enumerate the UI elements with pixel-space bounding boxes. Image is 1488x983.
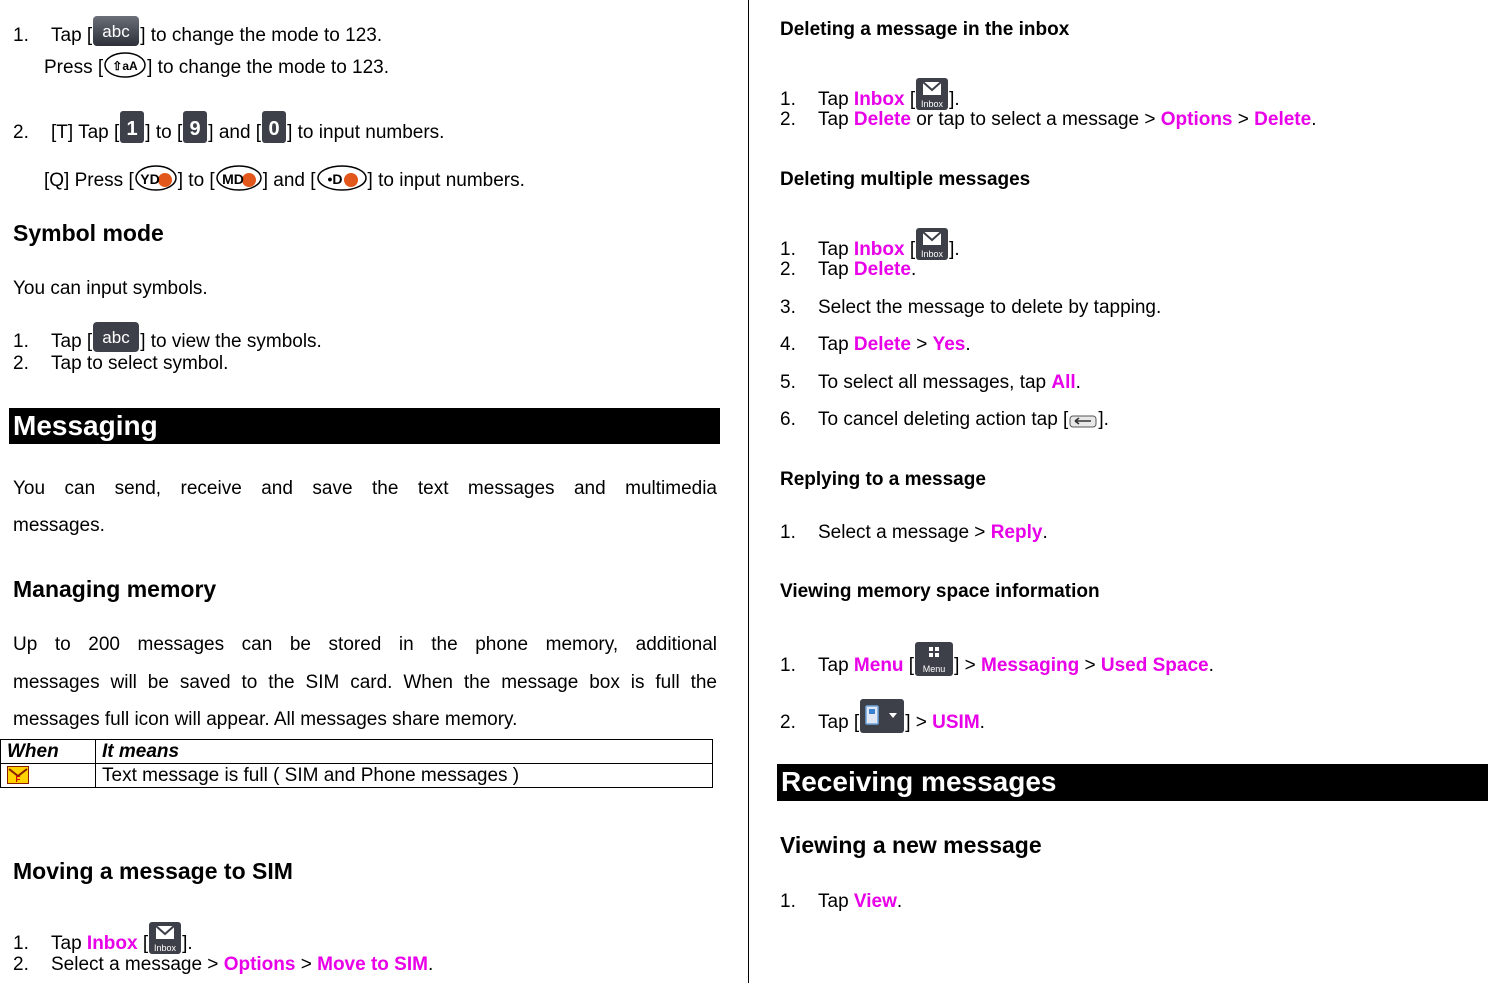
svg-text:Inbox: Inbox xyxy=(921,99,944,109)
view-new-message-heading: Viewing a new message xyxy=(780,832,1042,858)
svg-text:0: 0 xyxy=(268,118,280,140)
symbol-step-2: 2. Tap to select symbol. xyxy=(13,353,229,374)
table-cell-meaning: Text message is full ( SIM and Phone messages ) xyxy=(96,764,713,788)
messaging-intro-line-1: You can send, receive and save the text messages and multimedia xyxy=(13,478,717,499)
svg-text:•D: •D xyxy=(327,171,343,187)
symbol-mode-heading: Symbol mode xyxy=(13,220,164,246)
memory-info-step-1: 1. Tap Menu [ Menu ] > Messaging > Used Space. xyxy=(780,642,1214,680)
table-header-it-means: It means xyxy=(96,740,713,764)
menu-icon xyxy=(915,642,953,680)
number-step-2-qwerty: [Q] Press [ YD ] to [ MD ] and [ •D ] to input numbers. xyxy=(44,165,525,195)
key-0-icon xyxy=(262,111,286,147)
managing-memory-heading: Managing memory xyxy=(13,576,217,602)
number-step-2: 2. [T] Tap [ 1 ] to [ 9 ] and [ 0 ] to input numbers. xyxy=(13,111,444,147)
key-yd-icon xyxy=(135,165,177,195)
svg-text:MD: MD xyxy=(221,171,244,187)
svg-text:F: F xyxy=(15,775,21,784)
key-1-icon xyxy=(120,111,144,147)
delete-step-1: 1. Tap Inbox [ Inbox ]. xyxy=(780,78,960,114)
svg-text:⇧aA: ⇧aA xyxy=(112,59,138,73)
replying-heading: Replying to a message xyxy=(780,469,986,490)
table-row xyxy=(1,764,713,788)
svg-text:Inbox: Inbox xyxy=(921,249,944,259)
move-to-sim-heading: Moving a message to SIM xyxy=(13,858,293,884)
svg-text:9: 9 xyxy=(189,118,201,140)
delete-multi-step-1: 1. Tap Inbox [ Inbox ]. xyxy=(780,228,960,264)
delete-multi-step-5: 5. To select all messages, tap All. xyxy=(780,372,1081,393)
abc-key-icon xyxy=(93,322,139,356)
memory-line-3: messages full icon will appear. All messages share memory. xyxy=(13,709,518,730)
svg-text:abc: abc xyxy=(102,328,130,347)
table-cell-icon xyxy=(1,764,96,788)
memory-info-step-2: 2. Tap [ ] > USIM. xyxy=(780,699,985,737)
abc-key-icon xyxy=(93,16,139,50)
symbol-intro: You can input symbols. xyxy=(13,278,208,299)
delete-step-2: 2. Tap Delete or tap to select a message > Options > Delete. xyxy=(780,109,1317,130)
key-md-icon xyxy=(216,165,262,195)
symbol-step-1: 1. Tap [ abc ] to view the symbols. xyxy=(13,322,322,356)
inbox-icon xyxy=(916,228,948,264)
shift-key-icon xyxy=(104,52,146,82)
memory-line-1: Up to 200 messages can be stored in the phone memory, additional xyxy=(13,634,717,655)
key-9-icon xyxy=(183,111,207,147)
abc-step-1: 1. Tap [ abc ] to change the mode to 123. xyxy=(13,16,382,50)
memory-info-heading: Viewing memory space information xyxy=(780,581,1100,602)
delete-inbox-heading: Deleting a message in the inbox xyxy=(780,19,1070,40)
inbox-icon xyxy=(149,922,181,958)
receiving-section-bar: Receiving messages xyxy=(777,764,1488,801)
memory-icon-table xyxy=(0,739,713,788)
svg-text:abc: abc xyxy=(102,22,130,41)
view-new-step-1: 1. Tap View. xyxy=(780,891,903,912)
abc-step-1-qwerty: Press [ ⇧aA ] to change the mode to 123. xyxy=(44,52,389,82)
delete-multi-step-3: 3. Select the message to delete by tapping. xyxy=(780,297,1162,318)
table-header-when: When xyxy=(1,740,96,764)
back-icon xyxy=(1069,412,1097,434)
messaging-intro-line-2: messages. xyxy=(13,515,105,536)
move-step-2: 2. Select a message > Options > Move to SIM. xyxy=(13,954,434,975)
delete-multi-step-6: 6. To cancel deleting action tap [ ]. xyxy=(780,410,1109,434)
svg-text:Menu: Menu xyxy=(922,664,946,674)
table-header-row xyxy=(1,740,713,764)
delete-multi-step-4: 4. Tap Delete > Yes. xyxy=(780,334,971,355)
delete-multi-step-2: 2. Tap Delete. xyxy=(780,259,917,280)
memory-line-2: messages will be saved to the SIM card. When the message box is full the xyxy=(13,672,717,693)
message-full-icon xyxy=(7,765,29,786)
key-dot-icon xyxy=(317,165,367,195)
column-divider xyxy=(748,0,749,983)
reply-step-1: 1. Select a message > Reply. xyxy=(780,522,1048,543)
svg-text:Inbox: Inbox xyxy=(154,943,177,953)
svg-text:1: 1 xyxy=(126,118,138,140)
svg-text:YD: YD xyxy=(140,171,160,187)
storage-dropdown-icon xyxy=(860,699,904,737)
move-step-1: 1. Tap Inbox [ Inbox ]. xyxy=(13,922,193,958)
delete-multiple-heading: Deleting multiple messages xyxy=(780,169,1031,190)
messaging-section-bar: Messaging xyxy=(9,408,720,444)
